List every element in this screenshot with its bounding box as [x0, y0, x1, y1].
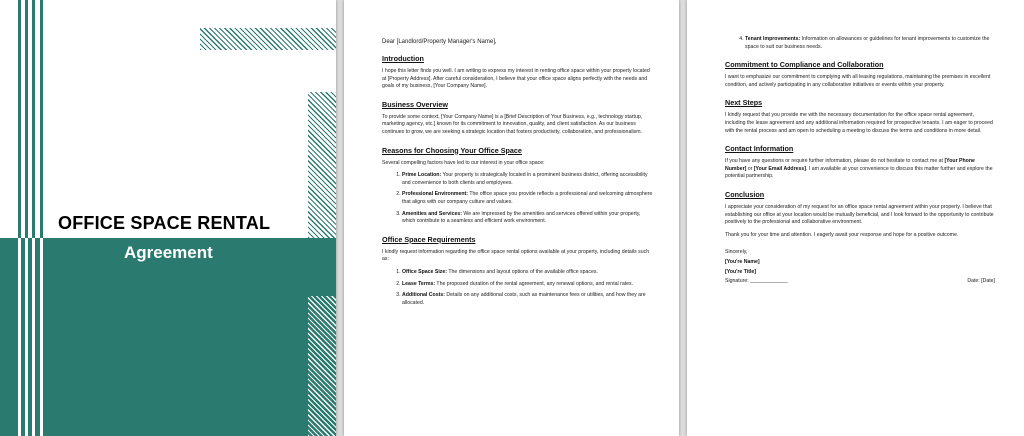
decor-hatch	[308, 92, 336, 238]
paragraph-thanks: Thank you for your time and attention. I eagerly await your response and hope for a positive outcome.	[725, 231, 959, 238]
paragraph-introduction: I hope this letter finds you well. I am writing to express my interest in renting office space within your property located at [Property Address]. After careful consideration, I believe that your office space aligns perfectly with the needs and goals of my business, [Your Company Name].	[382, 68, 650, 90]
requirements-list-continued	[725, 36, 995, 51]
decor-stripe	[32, 0, 35, 238]
paragraph-conclusion: I appreciate your consideration of my request for an office space rental agreement within your property. I believe that establishing our office at your location would be mutually beneficial, and I look forward to the opportunity to contribute positively to the professional and collaborative environment.	[725, 203, 994, 226]
signature-line: Signature: _____________	[725, 278, 788, 285]
paragraph-next-steps: I kindly request that you provide me with the necessary documentation for the office space rental agreement, including the lease agreement and any additional information required for prospective tenants. I am eager to proceed with the rental process and am open to scheduling a meeting to discuss the terms and conditions in more detail.	[725, 112, 993, 134]
list-item	[402, 269, 654, 277]
list-item-text: Information on allowances or guidelines for tenant improvements to customize the space to suit our business needs.	[745, 36, 990, 50]
list-item-label: Prime Location:	[402, 172, 442, 179]
list-item	[745, 36, 995, 51]
requirements-list	[382, 269, 654, 307]
heading-conclusion: Conclusion	[725, 189, 765, 199]
heading-introduction: Introduction	[382, 54, 424, 63]
decor-stripe	[32, 238, 35, 436]
contact-phone: [Your Phone Number]	[725, 158, 975, 172]
list-item-label: Office Space Size:	[402, 268, 447, 275]
contact-text: If you have any questions or require further information, please do not hesitate to contact me at	[725, 158, 945, 165]
letter-page-2	[687, 0, 1024, 436]
heading-business-overview: Business Overview	[382, 99, 448, 109]
list-item-text: We are impressed by the amenities and services offered within your property, which contribute to a seamless and efficient work environment.	[402, 210, 641, 225]
list-item-label: Professional Environment:	[402, 191, 469, 198]
list-item	[402, 191, 654, 206]
closing-title-line	[725, 269, 995, 277]
list-item-label: Tenant Improvements:	[745, 36, 801, 42]
heading-reasons: Reasons for Choosing Your Office Space	[382, 145, 522, 155]
closing-name-line	[725, 259, 995, 267]
salutation: Dear [Landlord/Property Manager's Name],	[382, 39, 497, 45]
contact-text-end: . I am available at your convenience to discuss this matter further and explore the potential partnership.	[725, 165, 993, 180]
closing-name: [You're Name]	[725, 258, 760, 265]
decor-hatch	[200, 28, 336, 50]
heading-next-steps: Next Steps	[725, 98, 763, 108]
list-item-label: Additional Costs:	[402, 292, 445, 299]
closing-sincerely: Sincerely,	[725, 249, 748, 256]
cover-subtitle: Agreement	[124, 243, 213, 262]
list-item-text: The office space you provide reflects a professional and welcoming atmosphere that aligns with our company culture and values.	[402, 191, 653, 205]
list-item-text: Details on any additional costs, such as maintenance fees or utilities, and how they are allocated.	[402, 292, 646, 306]
list-item-text: Your property is strategically located in a prominent business district, offering accessibility and convenience to both clients and employees.	[402, 172, 648, 186]
paragraph-reasons-intro: Several compelling factors have led to our interest in your office space:	[382, 159, 545, 166]
paragraph-compliance: I want to emphasize our commitment to complying with all leasing regulations, maintaining the premises in excellent condition, and actively participating in any collaborative initiatives or events within your property.	[725, 74, 991, 88]
cover-page	[0, 0, 336, 436]
cover-title: OFFICE SPACE RENTAL	[58, 213, 271, 233]
paragraph-contact	[725, 158, 995, 181]
heading-requirements: Office Space Requirements	[382, 234, 476, 244]
decor-stripe	[25, 0, 28, 238]
decor-stripe	[18, 0, 21, 238]
list-item	[402, 281, 654, 289]
paragraph-business-overview: To provide some context, [Your Company Name] is a [Brief Description of Your Business, e.g., technology startup, marketing agency, etc.] known for its commitment to innovation, quality, and client satisfaction. As our business continues to grow, we are seeking a strategic location that fosters productivity, collaboration, and professionalism.	[382, 113, 643, 135]
list-item	[402, 211, 654, 226]
reasons-list	[382, 172, 654, 226]
decor-stripe	[18, 238, 21, 436]
list-item-label: Amenities and Services:	[402, 210, 462, 217]
list-item	[402, 172, 654, 187]
decor-stripe	[40, 0, 43, 238]
list-item	[402, 292, 654, 307]
paragraph-requirements-intro: I kindly request information regarding the office space rental options available at your property, including details such as:	[382, 248, 650, 263]
heading-compliance: Commitment to Compliance and Collaboration	[725, 60, 884, 70]
decor-stripe	[25, 238, 28, 436]
list-item-text: The dimensions and layout options of the available office spaces.	[446, 268, 598, 275]
signature-row	[725, 278, 995, 286]
date-line: Date: [Date]	[967, 278, 995, 285]
decor-stripe	[40, 238, 43, 436]
heading-contact: Contact Information	[725, 144, 794, 154]
contact-email: [Your Email Address]	[753, 165, 807, 172]
contact-or: or	[746, 165, 754, 172]
list-item-label: Lease Terms:	[402, 280, 436, 287]
list-item-text: The proposed duration of the rental agreement, any renewal options, and rental rates.	[435, 280, 634, 287]
decor-hatch	[308, 296, 336, 436]
letter-page-1	[344, 0, 679, 436]
cover-band	[0, 238, 336, 436]
closing-title: [You're Title]	[725, 268, 757, 275]
